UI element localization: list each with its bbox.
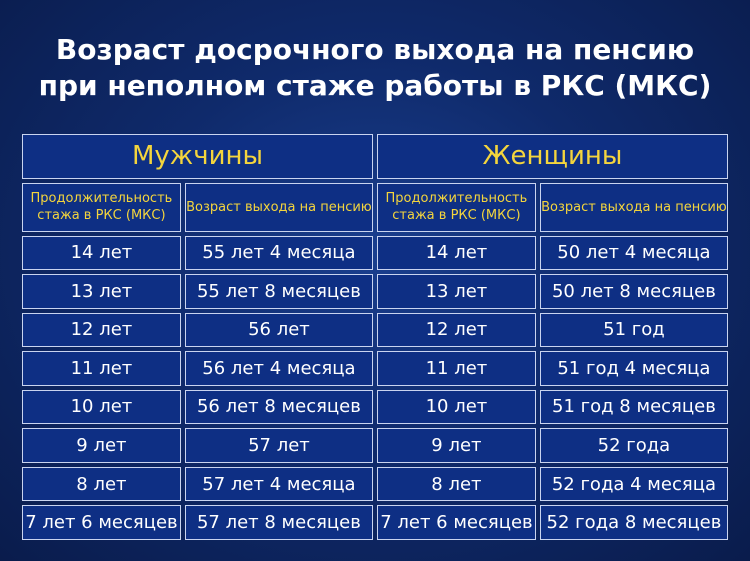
men-experience-cell: 9 лет [22,428,181,463]
title-line-1: Возраст досрочного выхода на пенсию [55,33,695,66]
title-line-2: при неполном стаже работы в РКС (МКС) [38,69,712,102]
men-experience-cell: 10 лет [22,390,181,425]
table-row [22,428,728,463]
group-header-row [22,134,728,179]
women-experience-cell: 12 лет [377,313,536,348]
men-age-cell: 56 лет 4 месяца [185,351,373,386]
men-age-cell: 57 лет 8 месяцев [185,505,373,540]
women-age-cell: 51 год [540,313,728,348]
women-experience-cell: 14 лет [377,236,536,271]
men-experience-cell: 8 лет [22,467,181,502]
table-row [22,351,728,386]
men-experience-cell: 7 лет 6 месяцев [22,505,181,540]
women-age-cell: 50 лет 4 месяца [540,236,728,271]
women-header: Женщины [377,134,728,179]
page-title [0,32,750,104]
men-age-cell: 56 лет 8 месяцев [185,390,373,425]
men-age-cell: 57 лет [185,428,373,463]
women-age-cell: 51 год 8 месяцев [540,390,728,425]
women-experience-cell: 7 лет 6 месяцев [377,505,536,540]
men-experience-cell: 12 лет [22,313,181,348]
table-row [22,313,728,348]
men-experience-cell: 14 лет [22,236,181,271]
table-row [22,236,728,271]
women-age-cell: 52 года [540,428,728,463]
men-experience-cell: 13 лет [22,274,181,309]
men-age-cell: 57 лет 4 месяца [185,467,373,502]
men-age-cell: 55 лет 8 месяцев [185,274,373,309]
women-age-cell: 52 года 4 месяца [540,467,728,502]
table-row [22,274,728,309]
women-age-cell: 51 год 4 месяца [540,351,728,386]
women-experience-cell: 8 лет [377,467,536,502]
women-age-cell: 50 лет 8 месяцев [540,274,728,309]
men-age-cell: 56 лет [185,313,373,348]
women-experience-header: Продолжительность стажа в РКС (МКС) [377,183,536,232]
men-experience-header: Продолжительность стажа в РКС (МКС) [22,183,181,232]
women-experience-cell: 11 лет [377,351,536,386]
men-age-cell: 55 лет 4 месяца [185,236,373,271]
retirement-table [18,130,732,544]
women-experience-cell: 13 лет [377,274,536,309]
women-age-cell: 52 года 8 месяцев [540,505,728,540]
women-age-header: Возраст выхода на пенсию [540,183,728,232]
table-row [22,390,728,425]
table-row [22,505,728,540]
table-row [22,467,728,502]
men-header: Мужчины [22,134,373,179]
men-experience-cell: 11 лет [22,351,181,386]
women-experience-cell: 10 лет [377,390,536,425]
women-experience-cell: 9 лет [377,428,536,463]
column-header-row [22,183,728,232]
men-age-header: Возраст выхода на пенсию [185,183,373,232]
